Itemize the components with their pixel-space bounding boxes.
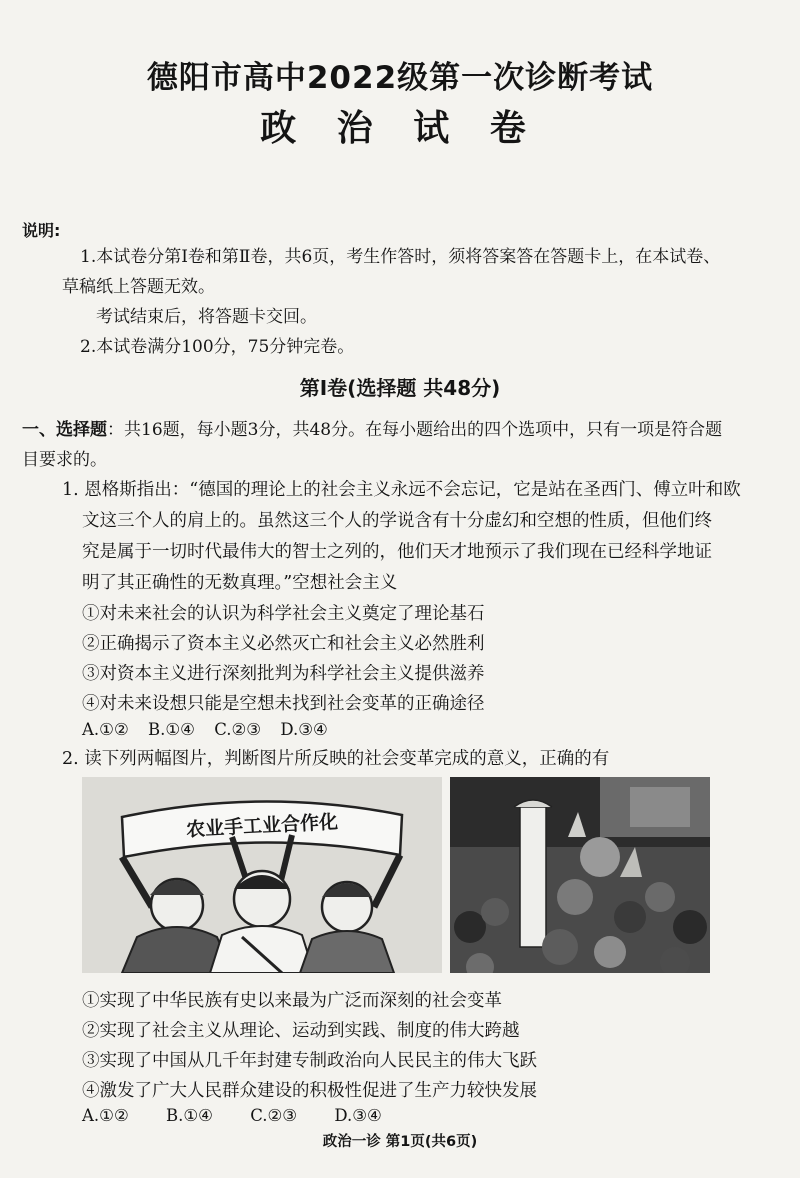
- q1-line-2: 文这三个人的肩上的。虽然这三个人的学说含有十分虚幻和空想的性质，但他们终: [82, 511, 712, 531]
- q1-option-4: ④对未来设想只能是空想未找到社会变革的正确途径: [82, 694, 485, 714]
- cooperative-banner-text: 农业手工业合作化: [185, 811, 339, 841]
- q2-option-1: ①实现了中华民族有史以来最为广泛而深刻的社会变革: [82, 991, 502, 1011]
- q2-option-3: ③实现了中国从几千年封建专制政治向人民民主的伟大飞跃: [82, 1051, 537, 1071]
- q2-answer-d[interactable]: D.③④: [334, 1106, 382, 1125]
- q1-option-2: ②正确揭示了资本主义必然灭亡和社会主义必然胜利: [82, 634, 485, 654]
- instruction-line-1a: 1.本试卷分第Ⅰ卷和第Ⅱ卷，共6页，考生作答时，须将答案答在答题卡上，在本试卷、: [80, 247, 721, 267]
- q2-answer-a[interactable]: A.①②: [82, 1106, 129, 1125]
- crowd-photo-svg: [450, 777, 710, 973]
- q2-image-cooperative-illustration: [82, 777, 442, 973]
- q1-answer-choices: [82, 720, 342, 739]
- exam-subject-title: 政 治 试 卷: [260, 108, 540, 149]
- instructions-label: 说明:: [22, 221, 61, 240]
- q1-line-4: 明了其正确性的无数真理。”空想社会主义: [82, 573, 398, 593]
- instruction-line-1b: 草稿纸上答题无效。: [62, 277, 215, 297]
- section-intro-cont: 目要求的。: [22, 450, 107, 470]
- q2-text: 2. 读下列两幅图片，判断图片所反映的社会变革完成的意义，正确的有: [62, 749, 610, 769]
- q1-answer-b[interactable]: B.①④: [148, 720, 195, 739]
- q1-line-3: 究是属于一切时代最伟大的智士之列的，他们天才地预示了我们现在已经科学地证: [82, 542, 712, 562]
- exam-title: 德阳市高中2022级第一次诊断考试: [146, 60, 654, 96]
- section-title: 第Ⅰ卷(选择题 共48分): [299, 376, 501, 400]
- q2-answer-b[interactable]: B.①④: [166, 1106, 213, 1125]
- q2-image-crowd-photo: [450, 777, 710, 973]
- q1-answer-d[interactable]: D.③④: [280, 720, 328, 739]
- q1-answer-c[interactable]: C.②③: [214, 720, 262, 739]
- cooperative-illustration-svg: [82, 777, 442, 973]
- q1-line-1: 1. 恩格斯指出：“德国的理论上的社会主义永远不会忘记，它是站在圣西门、傅立叶和欧: [62, 480, 741, 500]
- section-intro: [22, 415, 722, 445]
- section-intro-text: ：共16题，每小题3分，共48分。在每小题给出的四个选项中，只有一项是符合题: [107, 420, 723, 440]
- q2-answer-c[interactable]: C.②③: [250, 1106, 298, 1125]
- instruction-line-1c: 考试结束后，将答题卡交回。: [96, 307, 317, 327]
- q2-answer-choices: [82, 1106, 396, 1125]
- section-intro-lead: 一、选择题: [22, 420, 107, 440]
- page-footer: 政治一诊 第1页(共6页): [322, 1134, 478, 1150]
- q2-option-2: ②实现了社会主义从理论、运动到实践、制度的伟大跨越: [82, 1021, 520, 1041]
- q1-option-1: ①对未来社会的认识为科学社会主义奠定了理论基石: [82, 604, 485, 624]
- q1-answer-a[interactable]: A.①②: [82, 720, 129, 739]
- instruction-line-2: 2.本试卷满分100分，75分钟完卷。: [80, 337, 355, 357]
- q1-option-3: ③对资本主义进行深刻批判为科学社会主义提供滋养: [82, 664, 485, 684]
- q2-option-4: ④激发了广大人民群众建设的积极性促进了生产力较快发展: [82, 1081, 537, 1101]
